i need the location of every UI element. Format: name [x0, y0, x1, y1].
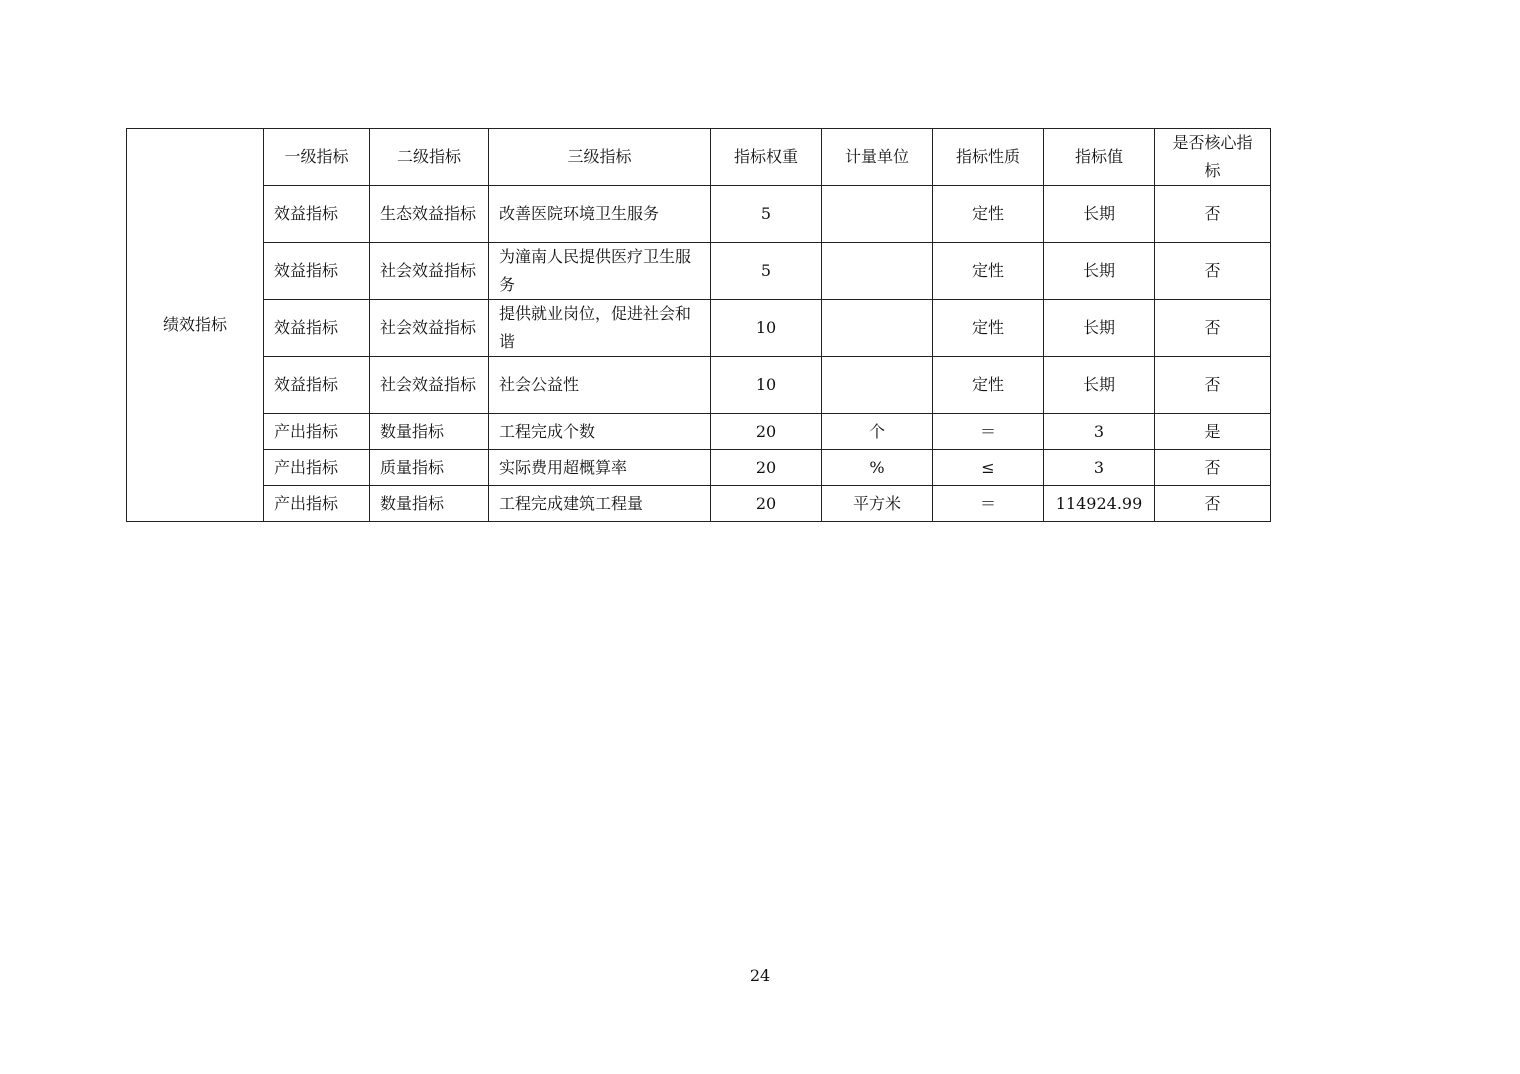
cell-weight: 20 — [711, 486, 822, 522]
cell-value: 长期 — [1044, 357, 1155, 414]
header-weight: 指标权重 — [711, 129, 822, 186]
cell-level-2: 社会效益指标 — [370, 300, 489, 357]
cell-core: 否 — [1155, 186, 1271, 243]
cell-level-3: 实际费用超概算率 — [489, 450, 711, 486]
cell-unit: 平方米 — [822, 486, 933, 522]
header-nature: 指标性质 — [933, 129, 1044, 186]
table-row — [127, 186, 1271, 243]
cell-core: 否 — [1155, 300, 1271, 357]
cell-unit: 个 — [822, 414, 933, 450]
cell-level-2: 数量指标 — [370, 486, 489, 522]
header-level-2: 二级指标 — [370, 129, 489, 186]
cell-level-3: 工程完成建筑工程量 — [489, 486, 711, 522]
cell-level-2: 数量指标 — [370, 414, 489, 450]
cell-unit: % — [822, 450, 933, 486]
cell-value: 长期 — [1044, 243, 1155, 300]
cell-weight: 5 — [711, 186, 822, 243]
cell-level-3: 提供就业岗位，促进社会和谐 — [489, 300, 711, 357]
header-value: 指标值 — [1044, 129, 1155, 186]
cell-level-2: 生态效益指标 — [370, 186, 489, 243]
table-row — [127, 357, 1271, 414]
cell-weight: 10 — [711, 357, 822, 414]
page-number: 24 — [749, 966, 771, 985]
cell-nature: 定性 — [933, 357, 1044, 414]
header-core: 是否核心指标 — [1155, 129, 1271, 186]
cell-level-2: 质量指标 — [370, 450, 489, 486]
cell-weight: 20 — [711, 450, 822, 486]
cell-nature: 定性 — [933, 300, 1044, 357]
cell-level-2: 社会效益指标 — [370, 243, 489, 300]
cell-value: 3 — [1044, 414, 1155, 450]
header-unit: 计量单位 — [822, 129, 933, 186]
table-row — [127, 300, 1271, 357]
cell-core: 否 — [1155, 486, 1271, 522]
section-label-cell: 绩效指标 — [127, 129, 264, 522]
cell-level-1: 效益指标 — [264, 300, 370, 357]
cell-weight: 5 — [711, 243, 822, 300]
cell-value: 3 — [1044, 450, 1155, 486]
cell-value: 长期 — [1044, 300, 1155, 357]
cell-nature: 定性 — [933, 243, 1044, 300]
cell-unit — [822, 186, 933, 243]
cell-core: 是 — [1155, 414, 1271, 450]
cell-nature: ≤ — [933, 450, 1044, 486]
table-row — [127, 414, 1271, 450]
cell-value: 长期 — [1044, 186, 1155, 243]
cell-nature: 定性 — [933, 186, 1044, 243]
cell-value: 114924.99 — [1044, 486, 1155, 522]
cell-weight: 10 — [711, 300, 822, 357]
table-header-row — [127, 129, 1271, 186]
header-level-1: 一级指标 — [264, 129, 370, 186]
table-row — [127, 243, 1271, 300]
cell-level-1: 产出指标 — [264, 414, 370, 450]
performance-indicator-table — [126, 128, 1271, 522]
cell-nature: ＝ — [933, 486, 1044, 522]
cell-unit — [822, 300, 933, 357]
cell-level-1: 产出指标 — [264, 450, 370, 486]
cell-level-3: 社会公益性 — [489, 357, 711, 414]
table-row — [127, 450, 1271, 486]
cell-level-1: 效益指标 — [264, 357, 370, 414]
cell-level-1: 效益指标 — [264, 243, 370, 300]
cell-core: 否 — [1155, 357, 1271, 414]
cell-level-3: 改善医院环境卫生服务 — [489, 186, 711, 243]
cell-level-2: 社会效益指标 — [370, 357, 489, 414]
cell-level-1: 效益指标 — [264, 186, 370, 243]
cell-level-1: 产出指标 — [264, 486, 370, 522]
cell-weight: 20 — [711, 414, 822, 450]
cell-unit — [822, 357, 933, 414]
cell-level-3: 为潼南人民提供医疗卫生服务 — [489, 243, 711, 300]
cell-unit — [822, 243, 933, 300]
table-row — [127, 486, 1271, 522]
header-level-3: 三级指标 — [489, 129, 711, 186]
cell-nature: ＝ — [933, 414, 1044, 450]
cell-core: 否 — [1155, 450, 1271, 486]
cell-core: 否 — [1155, 243, 1271, 300]
cell-level-3: 工程完成个数 — [489, 414, 711, 450]
